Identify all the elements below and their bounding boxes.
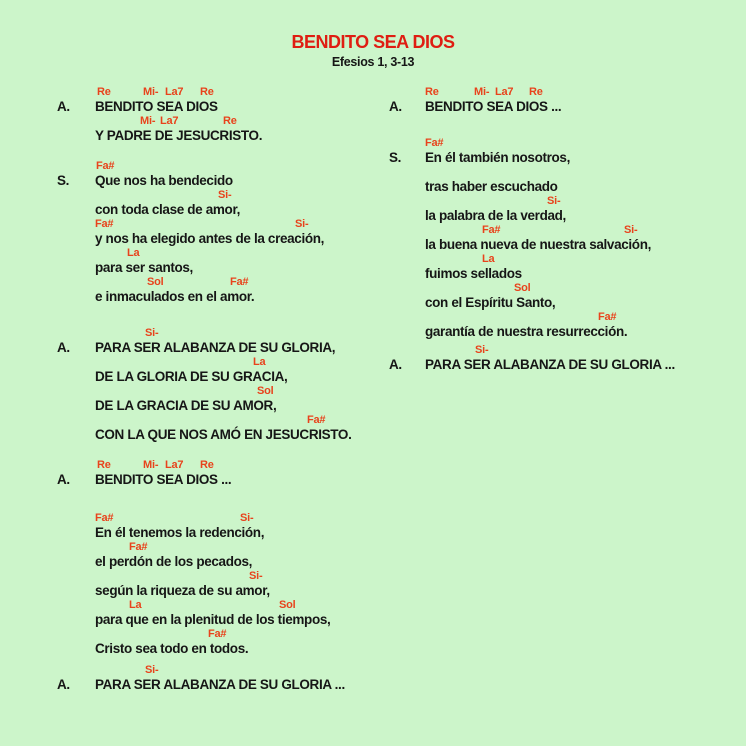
chord-si-minor: Si- — [475, 344, 489, 356]
chord-line — [57, 663, 351, 677]
chord-la: La — [127, 247, 140, 259]
lyric-line — [389, 179, 675, 194]
song-line — [57, 569, 351, 598]
chord-si-minor: Si- — [218, 189, 232, 201]
song-line — [389, 310, 675, 339]
lyric-line — [57, 369, 351, 384]
section-label: A. — [389, 357, 402, 372]
chord-re: Re — [529, 86, 543, 98]
lyric-text: fuimos sellados — [425, 266, 522, 281]
lyric-text: DE LA GLORIA DE SU GRACIA, — [95, 369, 288, 384]
chord-la7: La7 — [165, 86, 184, 98]
chord-line — [389, 165, 675, 179]
lyric-text: la buena nueva de nuestra salvación, — [425, 237, 651, 252]
chord-fa-sharp: Fa# — [598, 311, 617, 323]
lyric-line — [57, 427, 351, 442]
song-line — [57, 188, 351, 217]
lyric-line — [57, 202, 351, 217]
lyric-line — [57, 612, 351, 627]
lyric-text: con toda clase de amor, — [95, 202, 241, 217]
lyric-line — [57, 289, 351, 304]
song-title: BENDITO SEA DIOS — [291, 32, 455, 52]
song-line — [389, 194, 675, 223]
chord-la7: La7 — [165, 459, 184, 471]
lyric-line — [389, 208, 675, 223]
column-left — [57, 85, 351, 692]
lyric-line — [57, 583, 351, 598]
chord-si-minor: Si- — [249, 570, 263, 582]
chord-line — [57, 275, 351, 289]
song-line — [57, 598, 351, 627]
lyric-line — [389, 357, 675, 372]
song-line — [389, 343, 675, 372]
chord-line — [57, 569, 351, 583]
chord-re: Re — [200, 459, 214, 471]
lyric-text: garantía de nuestra resurrección. — [425, 324, 628, 339]
lyric-text: PARA SER ALABANZA DE SU GLORIA ... — [425, 357, 675, 372]
section-label: A. — [57, 99, 70, 114]
chord-la: La — [129, 599, 142, 611]
chord-la: La — [482, 253, 495, 265]
chord-line — [57, 540, 351, 554]
lyric-line — [389, 150, 675, 165]
lyric-text: CON LA QUE NOS AMÓ EN JESUCRISTO. — [95, 427, 352, 442]
lyric-line — [57, 99, 351, 114]
lyric-line — [389, 266, 675, 281]
song-line — [57, 326, 351, 355]
chord-line — [57, 598, 351, 612]
chord-line — [57, 355, 351, 369]
section-label: S. — [389, 150, 402, 165]
lyric-text: PARA SER ALABANZA DE SU GLORIA, — [95, 340, 336, 355]
chord-mi-minor: Mi- — [143, 459, 159, 471]
section-label: S. — [57, 173, 70, 188]
chord-re: Re — [200, 86, 214, 98]
chord-line — [57, 217, 351, 231]
chord-line — [57, 384, 351, 398]
song-line — [57, 85, 351, 114]
lyric-line — [57, 398, 351, 413]
song-subtitle: Efesios 1, 3-13 — [331, 55, 415, 69]
song-line — [57, 114, 351, 143]
chord-line — [57, 627, 351, 641]
song-line — [57, 355, 351, 384]
chord-re: Re — [97, 459, 111, 471]
lyric-line — [57, 231, 351, 246]
lyric-text: la palabra de la verdad, — [425, 208, 566, 223]
chord-line — [389, 343, 675, 357]
lyric-text: Que nos ha bendecido — [95, 173, 233, 188]
lyric-text: BENDITO SEA DIOS ... — [95, 472, 232, 487]
chord-si-minor: Si- — [295, 218, 309, 230]
song-line — [389, 281, 675, 310]
chord-line — [57, 85, 351, 99]
lyric-line — [57, 340, 351, 355]
chord-fa-sharp: Fa# — [425, 137, 444, 149]
chord-si-minor: Si- — [145, 664, 159, 676]
chord-fa-sharp: Fa# — [482, 224, 501, 236]
lyric-line — [57, 128, 351, 143]
chord-re: Re — [97, 86, 111, 98]
song-line — [389, 85, 675, 114]
chord-sol: Sol — [147, 276, 164, 288]
column-right — [389, 85, 675, 372]
song-line — [57, 384, 351, 413]
lyric-line — [57, 677, 351, 692]
song-line — [57, 217, 351, 246]
song-line — [57, 663, 351, 692]
chord-line — [389, 85, 675, 99]
lyric-line — [57, 173, 351, 188]
song-line — [389, 252, 675, 281]
song-line — [57, 511, 351, 540]
lyric-text: BENDITO SEA DIOS ... — [425, 99, 562, 114]
lyric-text: el perdón de los pecados, — [95, 554, 253, 569]
song-line — [57, 540, 351, 569]
song-line — [389, 223, 675, 252]
chord-sol: Sol — [514, 282, 531, 294]
chord-si-minor: Si- — [624, 224, 638, 236]
song-line — [57, 458, 351, 487]
chord-sol: Sol — [257, 385, 274, 397]
song-line — [57, 159, 351, 188]
chord-re: Re — [223, 115, 237, 127]
lyric-text: con el Espíritu Santo, — [425, 295, 556, 310]
song-line — [389, 136, 675, 165]
lyric-text: tras haber escuchado — [425, 179, 558, 194]
chord-line — [57, 511, 351, 525]
lyric-line — [57, 641, 351, 656]
lyric-text: PARA SER ALABANZA DE SU GLORIA ... — [95, 677, 345, 692]
lyric-text: según la riqueza de su amor, — [95, 583, 270, 598]
chord-fa-sharp: Fa# — [208, 628, 227, 640]
chord-line — [389, 136, 675, 150]
chord-line — [389, 252, 675, 266]
lyric-text: Y PADRE DE JESUCRISTO. — [95, 128, 263, 143]
lyric-text: En él también nosotros, — [425, 150, 570, 165]
section-label: A. — [57, 340, 70, 355]
chord-line — [57, 114, 351, 128]
lyric-line — [389, 99, 675, 114]
lyric-line — [57, 554, 351, 569]
chord-line — [57, 159, 351, 173]
chord-line — [57, 246, 351, 260]
chord-fa-sharp: Fa# — [96, 160, 115, 172]
chord-la: La — [253, 356, 266, 368]
song-line — [57, 627, 351, 656]
chord-fa-sharp: Fa# — [129, 541, 148, 553]
lyric-text: para que en la plenitud de los tiempos, — [95, 612, 331, 627]
lyric-text: Cristo sea todo en todos. — [95, 641, 249, 656]
section-label: A. — [389, 99, 402, 114]
chord-fa-sharp: Fa# — [307, 414, 326, 426]
chord-mi-minor: Mi- — [140, 115, 156, 127]
chord-line — [57, 413, 351, 427]
song-line — [57, 275, 351, 304]
chord-line — [57, 458, 351, 472]
chord-line — [57, 326, 351, 340]
lyric-text: DE LA GRACIA DE SU AMOR, — [95, 398, 277, 413]
chord-line — [389, 281, 675, 295]
lyric-text: e inmaculados en el amor. — [95, 289, 255, 304]
chord-la7: La7 — [495, 86, 514, 98]
song-line — [57, 246, 351, 275]
song-line — [57, 413, 351, 442]
section-label: A. — [57, 472, 70, 487]
lyric-line — [389, 237, 675, 252]
lyric-text: y nos ha elegido antes de la creación, — [95, 231, 325, 246]
lyric-line — [389, 295, 675, 310]
chord-si-minor: Si- — [145, 327, 159, 339]
lyric-line — [389, 324, 675, 339]
lyric-line — [57, 472, 351, 487]
lyric-text: En él tenemos la redención, — [95, 525, 265, 540]
chord-fa-sharp: Fa# — [230, 276, 249, 288]
chord-si-minor: Si- — [240, 512, 254, 524]
section-label: A. — [57, 677, 70, 692]
lyric-line — [57, 525, 351, 540]
lyric-text: para ser santos, — [95, 260, 193, 275]
chord-mi-minor: Mi- — [143, 86, 159, 98]
chord-la7: La7 — [160, 115, 179, 127]
chord-mi-minor: Mi- — [474, 86, 490, 98]
chord-fa-sharp: Fa# — [95, 512, 114, 524]
chord-re: Re — [425, 86, 439, 98]
lyric-line — [57, 260, 351, 275]
lyric-text: BENDITO SEA DIOS — [95, 99, 218, 114]
song-line — [389, 165, 675, 194]
chord-fa-sharp: Fa# — [95, 218, 114, 230]
chord-line — [389, 310, 675, 324]
chord-line — [389, 194, 675, 208]
chord-line — [57, 188, 351, 202]
chord-si-minor: Si- — [547, 195, 561, 207]
chord-sol: Sol — [279, 599, 296, 611]
chord-line — [389, 223, 675, 237]
